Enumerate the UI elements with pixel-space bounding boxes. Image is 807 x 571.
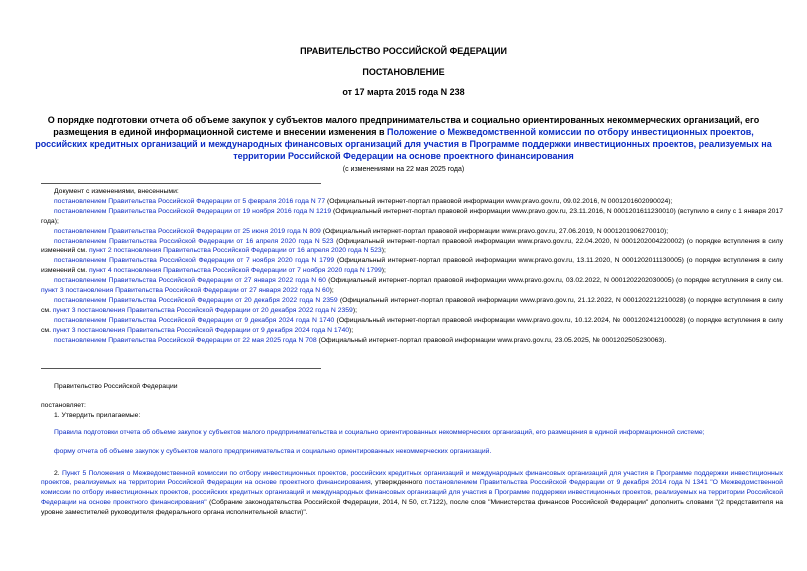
amendments-list <box>41 187 783 346</box>
amendment-text: (Официальный интернет-портал правовой информации www.pravo.gov.ru, 09.02.2016, N 0001201602090024); <box>325 197 673 205</box>
amendment-text: (Официальный интернет-портал правовой информации www.pravo.gov.ru, 13.11.2020, N 0001202011130005) (о порядке вступления в силу изменений см. <box>41 257 783 275</box>
amendment-item <box>41 227 783 237</box>
amendment-entry-into-force-link[interactable]: пункт 3 постановления Правительства Российской Федерации от 9 декабря 2024 года N 1740 <box>52 326 350 334</box>
amendment-link[interactable]: постановлением Правительства Российской Федерации от 19 ноября 2016 года N 1219 <box>54 207 332 215</box>
clause-2-tail: (Собрание законодательства Российской Федерации, 2014, N 50, ст.7122), после слов "Министерства финансов Российской Федерации" дополнить словами "(2 представителя на уровне заместителей руководителя федерального органа исполнительной власти)". <box>41 499 783 517</box>
amendment-link[interactable]: постановлением Правительства Российской Федерации от 27 января 2022 года N 60 <box>54 277 326 285</box>
amendment-text: (Официальный интернет-портал правовой информации www.pravo.gov.ru, 22.04.2020, N 0001202004220002) (о порядке вступления в силу изменений см. <box>41 237 783 255</box>
document-title <box>30 114 777 162</box>
amendment-item <box>41 237 783 257</box>
amendment-text: (Официальный интернет-портал правовой информации www.pravo.gov.ru, 23.11.2016, N 0001201611230010) (вступило в силу с 1 января 2017 года); <box>41 207 783 225</box>
amendment-link[interactable]: постановлением Правительства Российской Федерации от 22 мая 2025 года N 708 <box>54 336 317 344</box>
amendment-text: (Официальный интернет-портал правовой информации www.pravo.gov.ru, 23.05.2025, № 0001202505230063). <box>316 336 667 344</box>
amendment-text: (Официальный интернет-портал правовой информации www.pravo.gov.ru, 21.12.2022, N 0001202212210028) (о порядке вступления в силу см. <box>41 296 783 314</box>
approved-rules-link[interactable]: Правила подготовки отчета об объеме закупок у субъектов малого предпринимательства и социально ориентированных некоммерческих организаций, его размещения в единой информационной системе; <box>54 428 705 436</box>
clause-2-position-link[interactable]: Пункт 5 Положения о Межведомственной комиссии по отбору инвестиционных проектов, российских кредитных организаций и международных финансовых организаций для участия в Программе поддержки инвестиционных проектов, реализуемых на территории Российской Федерации на основе проектного финансирования <box>41 469 783 487</box>
amendment-item <box>41 276 783 296</box>
amendment-tail: ); <box>381 247 386 255</box>
amendment-item <box>41 316 783 336</box>
approved-form-link[interactable]: форму отчета об объеме закупок у субъектов малого предпринимательства и социально ориентированных некоммерческих организаций. <box>54 447 492 455</box>
top-divider <box>41 183 321 184</box>
title-text: О порядке подготовки отчета об объеме закупок у субъектов малого предпринимательства и социально ориентированных некоммерческих организаций, его размещения в единой информационной системе и внесении изменения в <box>47 115 760 137</box>
amendment-tail: ); <box>381 267 386 275</box>
amendment-tail: ); <box>349 326 354 334</box>
amendment-link[interactable]: постановлением Правительства Российской Федерации от 16 апреля 2020 года N 523 <box>54 237 334 245</box>
amendment-entry-into-force-link[interactable]: пункт 2 постановления Правительства Российской Федерации от 16 апреля 2020 года N 523 <box>88 247 382 255</box>
amendment-tail: ); <box>352 306 357 314</box>
bottom-divider <box>41 368 321 369</box>
document-body <box>41 382 783 518</box>
amendment-link[interactable]: постановлением Правительства Российской Федерации от 7 ноября 2020 года N 1799 <box>54 257 335 265</box>
clause-2-mid: , утвержденного <box>370 479 425 487</box>
amendment-item <box>41 336 783 346</box>
amendment-text: (Официальный интернет-портал правовой информации www.pravo.gov.ru, 27.06.2019, N 0001201906270010); <box>320 227 669 235</box>
amendment-link[interactable]: постановлением Правительства Российской Федерации от 25 июня 2019 года N 809 <box>54 227 321 235</box>
decides-text: постановляет: <box>41 401 86 409</box>
title-regulation-link[interactable]: Положение о Межведомственной комиссии по отбору инвестиционных проектов, российских кредитных организаций и международных финансовых организаций для участия в Программе поддержки инвестиционных проектов, реализуемых на территории Российской Федерации на основе проектного финансирования <box>35 127 772 161</box>
amendment-link[interactable]: постановлением Правительства Российской Федерации от 5 февраля 2016 года N 77 <box>54 197 326 205</box>
government-heading: ПРАВИТЕЛЬСТВО РОССИЙСКОЙ ФЕДЕРАЦИИ <box>300 46 507 56</box>
amendment-link[interactable]: постановлением Правительства Российской Федерации от 20 декабря 2022 года N 2359 <box>54 296 338 304</box>
amendment-link[interactable]: постановлением Правительства Российской Федерации от 9 декабря 2024 года N 1740 <box>54 316 335 324</box>
approved-rules <box>41 428 783 438</box>
clause-2 <box>41 469 783 519</box>
amendment-entry-into-force-link[interactable]: пункт 4 постановления Правительства Российской Федерации от 7 ноября 2020 года N 1799 <box>88 267 382 275</box>
amendment-tail: ); <box>329 287 334 295</box>
clause-1: 1. Утвердить прилагаемые: <box>54 411 141 419</box>
amendment-entry-into-force-link[interactable]: пункт 3 постановления Правительства Российской Федерации от 27 января 2022 года N 60 <box>41 287 330 295</box>
document-date-number: от 17 марта 2015 года N 238 <box>342 87 465 97</box>
amendment-entry-into-force-link[interactable]: пункт 3 постановления Правительства Российской Федерации от 20 декабря 2022 года N 2359 <box>52 306 353 314</box>
amendment-item <box>41 296 783 316</box>
issuer: Правительство Российской Федерации <box>54 383 178 390</box>
amendment-item <box>41 197 783 207</box>
approved-form <box>41 447 783 457</box>
edition-note: (с изменениями на 22 мая 2025 года) <box>342 166 465 173</box>
amendment-item <box>41 256 783 276</box>
clause-2-lead: 2. <box>54 469 62 477</box>
clause-2-resolution-link[interactable]: постановлением Правительства Российской Федерации от 9 декабря 2014 года N 1341 "О Межведомственной комиссии по отбору инвестиционных проектов, российских кредитных организаций и международных финансовых организаций для участия в Программе поддержки инвестиционных проектов, реализуемых на территории Российской Федерации на основе проектного финансирования" <box>41 479 783 507</box>
amendment-text: (Официальный интернет-портал правовой информации www.pravo.gov.ru, 03.02.2022, N 0001202202030005) (о порядке вступления в силу см. <box>325 277 784 285</box>
amendment-text: (Официальный интернет-портал правовой информации www.pravo.gov.ru, 10.12.2024, № 0001202412100028) (о порядке вступления в силу см. <box>41 316 783 334</box>
amendment-item <box>41 207 783 227</box>
amendments-heading: Документ с изменениями, внесенными: <box>54 188 179 195</box>
document-type: ПОСТАНОВЛЕНИЕ <box>362 67 445 77</box>
